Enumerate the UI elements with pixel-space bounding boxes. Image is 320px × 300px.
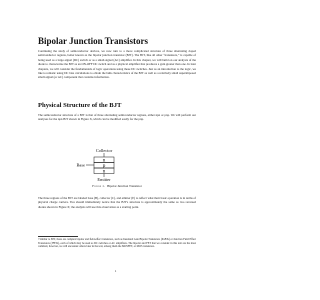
intro-paragraph: Continuing the study of semiconductor devices, we now turn to a more complicated structure of three alternating doped semiconductor regions, better known as the bipolar junction transistor (BJT). The BJT, like all other “transistors,” is capable of being used as a large-signal (DC) switch or as a small-signal (AC) amplifier. In this chapter, we will build on our analysis of the diode to characterize the BJT as an ON-OFF DC switch and as a physical amplifier that produces a gain greater than one. In later chapters, we will consider the fundamentals of logic operations using these DC switches. Just as an introduction to the logic, we like to remark: using DC bias calculations to obtain the bulk characteristics of the BJT as well as a relatively small superimposed small-signal (or AC) component that contains information. [38, 49, 196, 80]
footnote-rule [38, 236, 78, 237]
page-title: Bipolar Junction Transistors [38, 36, 149, 46]
body-paragraph: The three regions of the BJT are labeled base (B), collector (C), and emitter (E) to reflect what their basic operation is in terms of physical charge carriers. You should immediately notice that the BJT's structure is approximately the same as two reversed diodes shown in Figure X; the analysis will use this observation as a starting point. [38, 196, 196, 209]
section-heading: Physical Structure of the BJT [38, 102, 122, 109]
emitter-label: Emitter [97, 177, 111, 182]
region-top-label: n [102, 157, 106, 164]
figure-caption [38, 184, 196, 188]
page-number: 1 [114, 269, 117, 273]
collector-label: Collector [95, 148, 113, 153]
region-mid-label: p [102, 163, 106, 169]
section-paragraph: The semiconductor structure of a BJT is that of three alternating semiconductor regions, either npn or pnp. We will perform our analyses for the npn BJT shown in Figure X, which can be modified easily for the pnp. [38, 113, 196, 122]
figure-caption-label: Figure 1. [92, 184, 106, 188]
figure-caption-text: Bipolar Junction Transistor [107, 184, 142, 188]
base-label: Base [76, 162, 85, 168]
footnote: ¹ Similar to BJT, there are complex bipolar and field-effect transistors, such as Insulated Gate Bipolar Transistors (IGBTs) or Junction Field Effect Transistors (JFETs), each of which may be used as DC switches or AC amplifiers. The bipolar and FET that we consider in this text are the most common; however, we will encounter others later in the text, among them the MOSFET, or MOS transistors. [38, 238, 196, 249]
region-bot-label: n [102, 168, 106, 175]
